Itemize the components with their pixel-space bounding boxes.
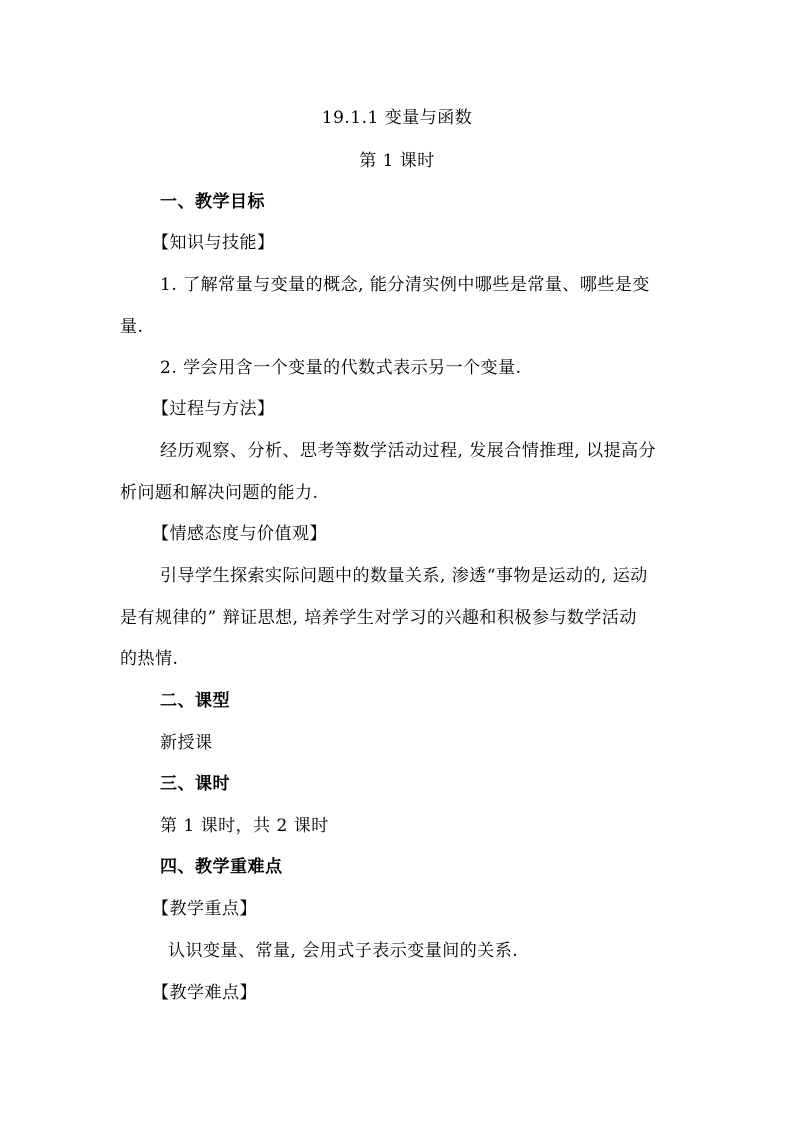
section-heading-objectives: 一、教学目标 bbox=[160, 192, 265, 212]
knowledge-item2: 2. 学会用含一个变量的代数式表示另一个变量. bbox=[160, 358, 522, 378]
section-heading-periods: 三、课时 bbox=[160, 774, 230, 794]
label-attitude-values: 【情感态度与价值观】 bbox=[152, 524, 327, 544]
section-heading-key-difficult: 四、教学重难点 bbox=[160, 857, 283, 877]
section-heading-lesson-type: 二、课型 bbox=[160, 691, 230, 711]
knowledge-item1-line2: 量. bbox=[120, 317, 144, 337]
process-line2: 析问题和解决问题的能力. bbox=[120, 483, 319, 503]
label-knowledge-skills: 【知识与技能】 bbox=[152, 233, 275, 253]
attitude-line2: 是有规律的” 辩证思想, 培养学生对学习的兴趣和积极参与数学活动 bbox=[120, 608, 637, 628]
key-points-content: 认识变量、常量, 会用式子表示变量间的关系. bbox=[168, 941, 519, 961]
document-title: 19.1.1 变量与函数 bbox=[321, 108, 473, 128]
process-line1: 经历观察、分析、思考等数学活动过程, 发展合情推理, 以提高分 bbox=[160, 441, 657, 461]
knowledge-item1-line1: 1. 了解常量与变量的概念, 能分清实例中哪些是常量、哪些是变 bbox=[160, 275, 650, 295]
attitude-line3: 的热情. bbox=[120, 649, 179, 669]
label-difficult-points: 【教学难点】 bbox=[152, 983, 257, 1003]
attitude-line1: 引导学生探索实际问题中的数量关系, 渗透“事物是运动的, 运动 bbox=[160, 566, 648, 586]
label-process-methods: 【过程与方法】 bbox=[152, 399, 275, 419]
document-subtitle: 第 1 课时 bbox=[359, 151, 435, 171]
periods-content: 第 1 课时，共 2 课时 bbox=[160, 816, 329, 836]
label-key-points: 【教学重点】 bbox=[152, 899, 257, 919]
lesson-type-content: 新授课 bbox=[160, 733, 213, 753]
